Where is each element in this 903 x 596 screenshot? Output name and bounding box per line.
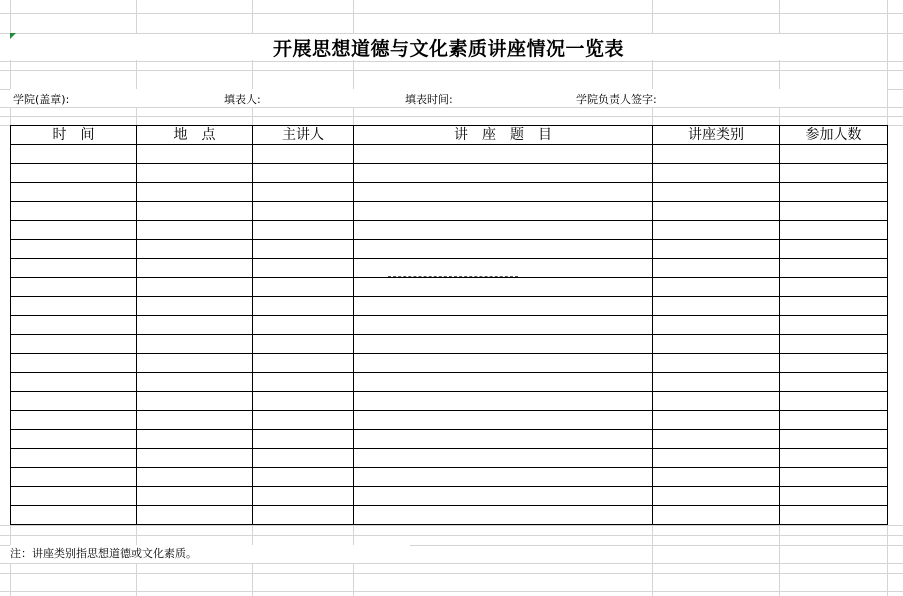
grid-row-line: [0, 116, 903, 117]
table-cell[interactable]: [780, 145, 888, 164]
table-cell[interactable]: [137, 449, 253, 468]
table-cell[interactable]: [253, 145, 354, 164]
table-cell[interactable]: [780, 354, 888, 373]
table-cell[interactable]: [11, 202, 137, 221]
table-row: [11, 392, 888, 411]
table-cell[interactable]: [11, 373, 137, 392]
table-cell[interactable]: [137, 316, 253, 335]
table-row: [11, 449, 888, 468]
table-cell[interactable]: [11, 316, 137, 335]
table-cell[interactable]: [653, 506, 780, 525]
table-cell[interactable]: [11, 506, 137, 525]
grid-row-line: [0, 573, 903, 574]
grid-row-line: [0, 61, 903, 62]
table-row: [11, 335, 888, 354]
table-row: [11, 354, 888, 373]
table-cell[interactable]: [253, 240, 354, 259]
table-cell[interactable]: [653, 487, 780, 506]
table-cell[interactable]: [253, 202, 354, 221]
table-cell[interactable]: [780, 202, 888, 221]
grid-row-line: [0, 525, 903, 526]
table-cell[interactable]: [11, 487, 137, 506]
header-location: 地 点: [137, 126, 253, 145]
table-cell[interactable]: [780, 468, 888, 487]
table-cell[interactable]: [137, 392, 253, 411]
fill-time-label: 填表时间:: [405, 93, 453, 106]
table-cell[interactable]: [354, 468, 653, 487]
table-cell[interactable]: [780, 183, 888, 202]
table-cell[interactable]: [11, 164, 137, 183]
table-cell[interactable]: [137, 335, 253, 354]
cell-comment-marker: [10, 33, 16, 39]
table-cell[interactable]: [137, 430, 253, 449]
leader-sign-label: 学院负责人签字:: [576, 93, 657, 106]
table-cell[interactable]: [137, 373, 253, 392]
table-cell[interactable]: [137, 278, 253, 297]
table-cell[interactable]: [354, 430, 653, 449]
table-cell[interactable]: [653, 164, 780, 183]
table-row: [11, 506, 888, 525]
table-cell[interactable]: [653, 449, 780, 468]
table-cell[interactable]: [137, 411, 253, 430]
table-cell[interactable]: [780, 411, 888, 430]
table-cell[interactable]: [253, 316, 354, 335]
table-cell[interactable]: [354, 183, 653, 202]
table-cell[interactable]: [354, 202, 653, 221]
table-row: [11, 202, 888, 221]
table-row: [11, 297, 888, 316]
table-cell[interactable]: [653, 335, 780, 354]
table-cell[interactable]: [354, 145, 653, 164]
table-cell[interactable]: [653, 202, 780, 221]
table-cell[interactable]: [780, 487, 888, 506]
table-cell[interactable]: [780, 297, 888, 316]
table-row: [11, 259, 888, 278]
table-cell[interactable]: [253, 392, 354, 411]
table-cell[interactable]: [137, 221, 253, 240]
table-cell[interactable]: [137, 297, 253, 316]
table-cell[interactable]: [253, 449, 354, 468]
table-cell[interactable]: [137, 164, 253, 183]
table-cell[interactable]: [354, 449, 653, 468]
grid-row-line: [0, 107, 903, 108]
table-cell[interactable]: [354, 506, 653, 525]
table-row: [11, 316, 888, 335]
table-cell[interactable]: [780, 240, 888, 259]
table-cell[interactable]: [653, 297, 780, 316]
table-row: [11, 411, 888, 430]
table-cell[interactable]: [137, 202, 253, 221]
table-cell[interactable]: [253, 411, 354, 430]
table-cell[interactable]: [253, 373, 354, 392]
table-cell[interactable]: [780, 259, 888, 278]
table-cell[interactable]: [780, 430, 888, 449]
page-title: 开展思想道德与文化素质讲座情况一览表: [10, 34, 887, 60]
table-cell[interactable]: [653, 354, 780, 373]
table-cell[interactable]: [653, 221, 780, 240]
table-cell[interactable]: [354, 278, 653, 297]
table-cell[interactable]: [11, 183, 137, 202]
table-cell[interactable]: [137, 487, 253, 506]
table-header-row: [11, 126, 888, 145]
table-cell[interactable]: [253, 487, 354, 506]
grid-row-line: [0, 70, 903, 71]
table-cell[interactable]: [253, 164, 354, 183]
table-cell[interactable]: [137, 145, 253, 164]
table-cell[interactable]: [11, 468, 137, 487]
table-cell[interactable]: [137, 506, 253, 525]
table-cell[interactable]: [137, 468, 253, 487]
table-cell[interactable]: [780, 449, 888, 468]
table-cell[interactable]: [653, 373, 780, 392]
table-cell[interactable]: [253, 468, 354, 487]
grid-row-line: [0, 13, 903, 14]
header-lecture-category: 讲座类别: [653, 126, 780, 145]
table-cell[interactable]: [11, 354, 137, 373]
table-cell[interactable]: [354, 487, 653, 506]
lecture-table: [10, 125, 888, 525]
table-cell[interactable]: [11, 278, 137, 297]
table-cell[interactable]: [780, 373, 888, 392]
header-speaker: 主讲人: [253, 126, 354, 145]
table-cell[interactable]: [11, 240, 137, 259]
form-info-row: [10, 89, 887, 107]
table-cell[interactable]: [653, 411, 780, 430]
table-cell[interactable]: [11, 297, 137, 316]
table-row: [11, 145, 888, 164]
table-cell[interactable]: [11, 335, 137, 354]
table-row: [11, 430, 888, 449]
table-cell[interactable]: [780, 335, 888, 354]
table-cell[interactable]: [354, 240, 653, 259]
header-lecture-topic: 讲 座 题 目: [354, 126, 653, 145]
footnote: 注：讲座类别指思想道德或文化素质。: [10, 545, 410, 563]
table-cell[interactable]: [653, 316, 780, 335]
table-cell[interactable]: [653, 278, 780, 297]
table-cell[interactable]: [253, 506, 354, 525]
table-cell[interactable]: [11, 145, 137, 164]
header-time: 时 间: [11, 126, 137, 145]
grid-row-line: [0, 591, 903, 592]
table-cell[interactable]: [653, 259, 780, 278]
table-cell[interactable]: [653, 392, 780, 411]
table-cell[interactable]: [653, 145, 780, 164]
table-cell[interactable]: [354, 392, 653, 411]
grid-row-line: [0, 563, 903, 564]
table-cell[interactable]: [253, 430, 354, 449]
table-cell[interactable]: [354, 164, 653, 183]
header-attendance: 参加人数: [780, 126, 888, 145]
table-cell[interactable]: [780, 221, 888, 240]
table-cell[interactable]: [354, 259, 653, 278]
table-cell[interactable]: [653, 430, 780, 449]
table-row: [11, 278, 888, 297]
table-cell[interactable]: [653, 468, 780, 487]
table-cell[interactable]: [253, 259, 354, 278]
table-cell[interactable]: [653, 240, 780, 259]
table-cell[interactable]: [137, 240, 253, 259]
table-cell[interactable]: [780, 316, 888, 335]
table-cell[interactable]: [354, 316, 653, 335]
table-cell[interactable]: [780, 392, 888, 411]
table-cell[interactable]: [11, 392, 137, 411]
table-cell[interactable]: [780, 164, 888, 183]
table-cell[interactable]: [253, 354, 354, 373]
table-cell[interactable]: [354, 335, 653, 354]
filler-label: 填表人:: [224, 93, 261, 106]
table-cell[interactable]: [354, 373, 653, 392]
table-row: [11, 240, 888, 259]
table-cell[interactable]: [354, 411, 653, 430]
table-cell[interactable]: [354, 221, 653, 240]
table-row: [11, 183, 888, 202]
table-cell[interactable]: [11, 259, 137, 278]
table-row: [11, 373, 888, 392]
dashed-line: [388, 276, 518, 277]
table-cell[interactable]: [137, 259, 253, 278]
table-cell[interactable]: [253, 335, 354, 354]
table-cell[interactable]: [653, 183, 780, 202]
table-cell[interactable]: [137, 183, 253, 202]
table-cell[interactable]: [137, 354, 253, 373]
table-cell[interactable]: [253, 183, 354, 202]
table-cell[interactable]: [354, 354, 653, 373]
table-cell[interactable]: [354, 297, 653, 316]
grid-row-line: [0, 535, 903, 536]
table-cell[interactable]: [11, 449, 137, 468]
table-cell[interactable]: [780, 278, 888, 297]
table-cell[interactable]: [253, 297, 354, 316]
table-cell[interactable]: [780, 506, 888, 525]
table-cell[interactable]: [11, 221, 137, 240]
table-row: [11, 468, 888, 487]
college-seal-label: 学院(盖章):: [13, 93, 70, 106]
table-row: [11, 487, 888, 506]
table-cell[interactable]: [253, 221, 354, 240]
table-cell[interactable]: [11, 411, 137, 430]
table-row: [11, 221, 888, 240]
table-row: [11, 164, 888, 183]
table-cell[interactable]: [253, 278, 354, 297]
table-cell[interactable]: [11, 430, 137, 449]
